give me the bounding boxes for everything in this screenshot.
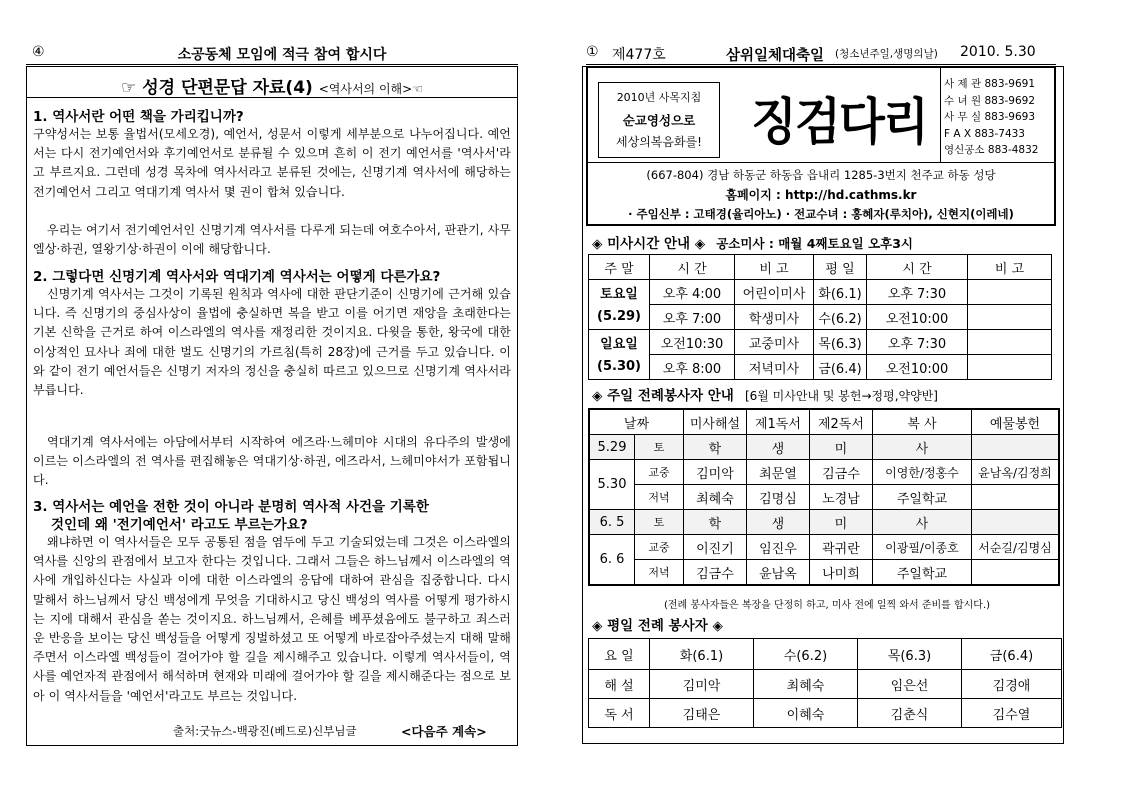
table-cell bbox=[968, 355, 1052, 380]
question-3-line-2: 것인데 왜 '전기예언서' 라고도 부르는가요? bbox=[51, 517, 308, 533]
contact-number: 883-4832 bbox=[987, 144, 1039, 156]
pastoral-line-2: 세상의복음화를! bbox=[616, 135, 702, 149]
table-header: 날짜 bbox=[589, 409, 683, 435]
table-cell bbox=[971, 435, 1059, 460]
weekday-servers-table bbox=[588, 638, 1062, 728]
table-cell: 오전10:00 bbox=[867, 355, 968, 380]
table-cell: 미 bbox=[809, 510, 872, 535]
source-credit: 출처:굿뉴스-백광진(베드로)신부님글 bbox=[173, 724, 357, 738]
question-1: 1. 역사서란 어떤 책을 가리킵니까? bbox=[33, 109, 244, 125]
table-row bbox=[589, 460, 1059, 485]
mass-times-table bbox=[588, 254, 1052, 380]
table-header: 시 간 bbox=[867, 255, 968, 280]
table-cell: 오후 7:30 bbox=[867, 330, 968, 355]
table-header: 화(6.1) bbox=[650, 639, 754, 670]
q2-paragraph-2: 역대기계 역사서에는 아담에서부터 시작하여 에즈라·느헤미야 시대의 유다주의 발생에 이르는 이스라엘의 전 역사를 편집해놓은 역대기상·하권, 에즈라서, 느헤미야서가 포함됩니다. bbox=[33, 435, 511, 488]
masthead-rule bbox=[588, 162, 1054, 163]
article-title-sub: <역사서의 이해>☜ bbox=[318, 82, 423, 96]
table-cell: 이진기 bbox=[683, 535, 746, 560]
table-cell: 오전10:30 bbox=[650, 330, 735, 355]
table-cell: 독 서 bbox=[589, 699, 650, 728]
table-cell: 학생미사 bbox=[735, 305, 814, 330]
table-cell: 화(6.1) bbox=[814, 280, 867, 305]
mass-type-cell: 저녁 bbox=[635, 485, 684, 510]
left-article-box bbox=[26, 66, 518, 746]
contact-row bbox=[944, 109, 1054, 126]
table-cell bbox=[968, 330, 1052, 355]
table-cell: 오후 7:30 bbox=[867, 280, 968, 305]
feast-name: 삼위일체대축일 bbox=[726, 48, 825, 64]
table-row bbox=[589, 305, 1052, 330]
table-cell bbox=[968, 305, 1052, 330]
table-header: 비 고 bbox=[968, 255, 1052, 280]
table-cell: 윤남옥/김정희 bbox=[971, 460, 1059, 485]
date-cell: 6. 5 bbox=[589, 510, 635, 535]
table-row bbox=[589, 485, 1059, 510]
date-cell: 6. 6 bbox=[589, 535, 635, 586]
table-cell: 교중미사 bbox=[735, 330, 814, 355]
q2-paragraph-1: 신명기계 역사서는 그것이 기록된 원칙과 역사에 대한 판단기준이 신명기에 근거해 있습니다. 즉 신명기의 중심사상이 율법에 충실하면 복을 받고 이를 어기면 재앙을 초래한다는 기본 신학을 근거로 하여 이스라엘의 역사를 재정리한 것이지요. 다윗을 통한, 왕국에 대한 이상적인 묘사나 죄에 대한 벌도 신명기의 가르침(특히 28장)에 근거를 두고 있습니다. 이와 같이 전기 예언서들은 신명기 저자의 정신을 충실히 따르고 있으므로 신명기계 역사서라 부릅니다. bbox=[33, 287, 511, 398]
table-cell bbox=[968, 280, 1052, 305]
weekend-servers-heading bbox=[592, 384, 1052, 404]
article-title-main: ☞ 성경 단편문답 자료(4) bbox=[121, 78, 313, 98]
q1-paragraph-1: 구약성서는 보통 율법서(모세오경), 예언서, 성문서 이렇게 세부분으로 나누어집니다. 예언서는 다시 전기예언서와 후기예언서로 분류될 수 있으며 흔히 이 전기 예언서를 '역사서'라고 부르지요. 그런데 성경 목차에 역사서라고 분류된 것에는, 신명기계 역사서에 해당하는 전기예언서 그리고 역대기계 역사서 몇 권이 합쳐 있습니다. bbox=[33, 127, 511, 199]
table-row bbox=[589, 510, 1059, 535]
title-rule bbox=[27, 97, 517, 98]
table-cell: 김금수 bbox=[809, 460, 872, 485]
table-row bbox=[589, 670, 1062, 699]
day-cell: 토 bbox=[635, 435, 684, 460]
table-cell: 김춘식 bbox=[858, 699, 962, 728]
table-header-row bbox=[589, 639, 1062, 670]
server-notice: (전례 봉사자들은 복장을 단정히 하고, 미사 전에 일찍 와서 준비를 합시다.) bbox=[663, 600, 991, 611]
table-cell: 최혜숙 bbox=[754, 670, 858, 699]
table-cell: 김미악 bbox=[650, 670, 754, 699]
table-header: 수(6.2) bbox=[754, 639, 858, 670]
table-cell: 이혜숙 bbox=[754, 699, 858, 728]
table-header: 요 일 bbox=[589, 639, 650, 670]
table-cell: 이광필/이종호 bbox=[872, 535, 971, 560]
table-cell: 김수열 bbox=[962, 699, 1062, 728]
table-cell: 임진우 bbox=[746, 535, 809, 560]
table-header: 시 간 bbox=[650, 255, 735, 280]
table-cell: 김경애 bbox=[962, 670, 1062, 699]
question-3-line-1: 3. 역사서는 예언을 전한 것이 아니라 분명히 역사적 사건을 기록한 bbox=[33, 499, 429, 515]
table-cell: 김금수 bbox=[683, 560, 746, 586]
contact-label: 사 제 관 bbox=[944, 78, 982, 90]
table-row bbox=[589, 435, 1059, 460]
table-header: 제2독서 bbox=[809, 409, 872, 435]
table-cell: 서순길/김명심 bbox=[971, 535, 1059, 560]
table-cell: 사 bbox=[872, 435, 971, 460]
table-header: 금(6.4) bbox=[962, 639, 1062, 670]
table-header: 평 일 bbox=[814, 255, 867, 280]
contact-label: 수 녀 원 bbox=[944, 94, 982, 107]
table-cell bbox=[971, 510, 1059, 535]
issue-number: 제477호 bbox=[612, 47, 666, 63]
pastoral-label: 2010년 사목지침 bbox=[616, 91, 702, 104]
contact-row bbox=[944, 142, 1054, 159]
table-cell: 오후 8:00 bbox=[650, 355, 735, 380]
article-title bbox=[27, 73, 517, 98]
table-cell: 어린이미사 bbox=[735, 280, 814, 305]
pastoral-line-1: 순교영성으로 bbox=[622, 113, 696, 128]
contact-list bbox=[944, 76, 1054, 159]
table-cell: 최문열 bbox=[746, 460, 809, 485]
table-cell: 나미희 bbox=[809, 560, 872, 586]
table-cell: 주일학교 bbox=[872, 560, 971, 586]
table-cell: 최혜숙 bbox=[683, 485, 746, 510]
church-address: (667-804) 경남 하동군 하동읍 읍내리 1285-3번지 천주교 하동 성당 bbox=[646, 168, 996, 182]
table-cell: 학 bbox=[683, 510, 746, 535]
table-cell: 미 bbox=[809, 435, 872, 460]
weekend-servers-note: [6월 미사안내 및 봉헌→정평,약양반] bbox=[744, 389, 938, 403]
q1-paragraph-2: 우리는 여기서 전기예언서인 신명기계 역사서를 다루게 되는데 여호수아서, 판관기, 사무엘상·하권, 열왕기상·하권이 이에 해당합니다. bbox=[33, 223, 511, 257]
table-cell: 토요일 bbox=[589, 280, 650, 305]
contact-number: 883-9692 bbox=[984, 94, 1036, 107]
table-cell: 목(6.3) bbox=[814, 330, 867, 355]
table-header: 예물봉헌 bbox=[971, 409, 1059, 435]
table-header: 비 고 bbox=[735, 255, 814, 280]
contact-number: 883-7433 bbox=[974, 127, 1025, 140]
table-cell bbox=[971, 560, 1059, 586]
table-cell: 해 설 bbox=[589, 670, 650, 699]
contact-divider bbox=[940, 68, 941, 162]
contact-number: 883-9693 bbox=[984, 111, 1036, 123]
table-header: 복 사 bbox=[872, 409, 971, 435]
question-2: 2. 그렇다면 신명기계 역사서와 역대기계 역사서는 어떻게 다른가요? bbox=[33, 269, 441, 285]
table-cell: 김미악 bbox=[683, 460, 746, 485]
table-cell: 김태은 bbox=[650, 699, 754, 728]
table-row bbox=[589, 560, 1059, 586]
table-cell: 이영한/정홍수 bbox=[872, 460, 971, 485]
table-header: 주 말 bbox=[589, 255, 650, 280]
slogan: 소공동체 모임에 적극 참여 합시다 bbox=[177, 47, 387, 63]
table-header: 제1독서 bbox=[746, 409, 809, 435]
contact-label: 사 무 실 bbox=[944, 111, 982, 123]
contact-label: F A X bbox=[944, 127, 972, 140]
mass-type-cell: 교중 bbox=[635, 460, 684, 485]
mass-times-title: ◈ 미사시간 안내 ◈ bbox=[592, 236, 706, 252]
mass-times-heading bbox=[592, 232, 1052, 252]
header-rule bbox=[26, 64, 518, 65]
bulletin-date: 2010. 5.30 bbox=[960, 44, 1036, 60]
table-cell: 생 bbox=[746, 435, 809, 460]
table-cell: 오후 4:00 bbox=[650, 280, 735, 305]
table-cell bbox=[971, 485, 1059, 510]
table-row bbox=[589, 699, 1062, 728]
contact-row bbox=[944, 76, 1054, 93]
bulletin-logo: 징검다리 bbox=[751, 92, 927, 151]
table-cell: (5.30) bbox=[589, 355, 650, 380]
table-header: 목(6.3) bbox=[858, 639, 962, 670]
contact-row bbox=[944, 93, 1054, 110]
table-cell: 학 bbox=[683, 435, 746, 460]
left-page-header bbox=[26, 44, 518, 66]
table-row bbox=[589, 355, 1052, 380]
table-cell: 금(6.4) bbox=[814, 355, 867, 380]
mass-type-cell: 저녁 bbox=[635, 560, 684, 586]
table-cell: 오전10:00 bbox=[867, 305, 968, 330]
right-header-rule bbox=[586, 64, 1056, 65]
pastoral-guideline-box bbox=[598, 82, 720, 158]
table-cell: 일요일 bbox=[589, 330, 650, 355]
table-cell: 윤남옥 bbox=[746, 560, 809, 586]
continued-next-week: <다음주 계속> bbox=[401, 724, 487, 739]
homepage-url: 홈페이지 : http://hd.cathms.kr bbox=[725, 188, 917, 202]
table-header-row bbox=[589, 409, 1059, 435]
contact-number: 883-9691 bbox=[984, 78, 1036, 90]
table-cell: 저녁미사 bbox=[735, 355, 814, 380]
date-cell: 5.29 bbox=[589, 435, 635, 460]
table-cell: 김명심 bbox=[746, 485, 809, 510]
table-row bbox=[589, 535, 1059, 560]
date-cell: 5.30 bbox=[589, 460, 635, 510]
table-header-row bbox=[589, 255, 1052, 280]
right-page-header bbox=[586, 44, 1046, 66]
table-row bbox=[589, 280, 1052, 305]
table-cell: 수(6.2) bbox=[814, 305, 867, 330]
left-page-number: ④ bbox=[32, 44, 45, 60]
mass-type-cell: 교중 bbox=[635, 535, 684, 560]
table-cell: 오후 7:00 bbox=[650, 305, 735, 330]
mission-mass-note: 공소미사 : 매월 4째토요일 오후3시 bbox=[716, 236, 913, 251]
table-cell: 곽귀란 bbox=[809, 535, 872, 560]
day-cell: 토 bbox=[635, 510, 684, 535]
q3-paragraph-1: 왜냐하면 이 역사서들은 모두 공통된 점을 염두에 두고 기술되었는데 그것은 이스라엘의 역사를 신앙의 관점에서 보고자 한다는 것입니다. 그래서 그들은 하느님께서 이스라엘의 역사에 개입하신다는 사실과 이에 대한 이스라엘의 응답에 대하여 관심을 집중합니다. 다시 말해서 하느님께서 당신 백성에게 무엇을 기대하시고 당신 백성의 역사를 어떻게 평가하시는 지에 대해서 관심을 쏟는 것이지요. 하느님께서, 은혜를 베푸셨음에도 불구하고 죄스러운 반응을 보이는 당신 백성들을 어떻게 징벌하셨고 또 어떻게 바로잡아주셨는지 대해 말해주면서 이스라엘 백성들이 걸어가야 할 길을 제시해주고 있습니다. 이렇게 역사서들이, 역사를 예언자적 관점에서 해석하며 현재와 미래에 걸어가야 할 길을 제시해준다는 점으로 보아 이 역사서들을 '예언서'라고도 부르는 것입니다. bbox=[33, 535, 511, 703]
contact-label: 영신공소 bbox=[944, 144, 985, 156]
table-cell: (5.29) bbox=[589, 305, 650, 330]
table-cell: 임은선 bbox=[858, 670, 962, 699]
table-cell: 사 bbox=[872, 510, 971, 535]
table-cell: 노경남 bbox=[809, 485, 872, 510]
right-page-number: ① bbox=[586, 44, 599, 60]
feast-subtitle: (청소년주일,생명의날) bbox=[835, 48, 938, 60]
table-row bbox=[589, 330, 1052, 355]
table-cell: 주일학교 bbox=[872, 485, 971, 510]
contact-row bbox=[944, 126, 1054, 143]
table-cell: 생 bbox=[746, 510, 809, 535]
weekend-servers-table bbox=[588, 408, 1060, 586]
table-header: 미사해설 bbox=[683, 409, 746, 435]
weekday-servers-title: ◈ 평일 전례 봉사자 ◈ bbox=[592, 618, 723, 634]
masthead bbox=[586, 66, 1056, 226]
staff-line: · 주임신부 : 고태경(율리아노) · 전교수녀 : 홍혜자(루치아), 신현지(이레네) bbox=[628, 207, 1014, 221]
weekend-servers-title: ◈ 주일 전례봉사자 안내 bbox=[592, 388, 734, 404]
